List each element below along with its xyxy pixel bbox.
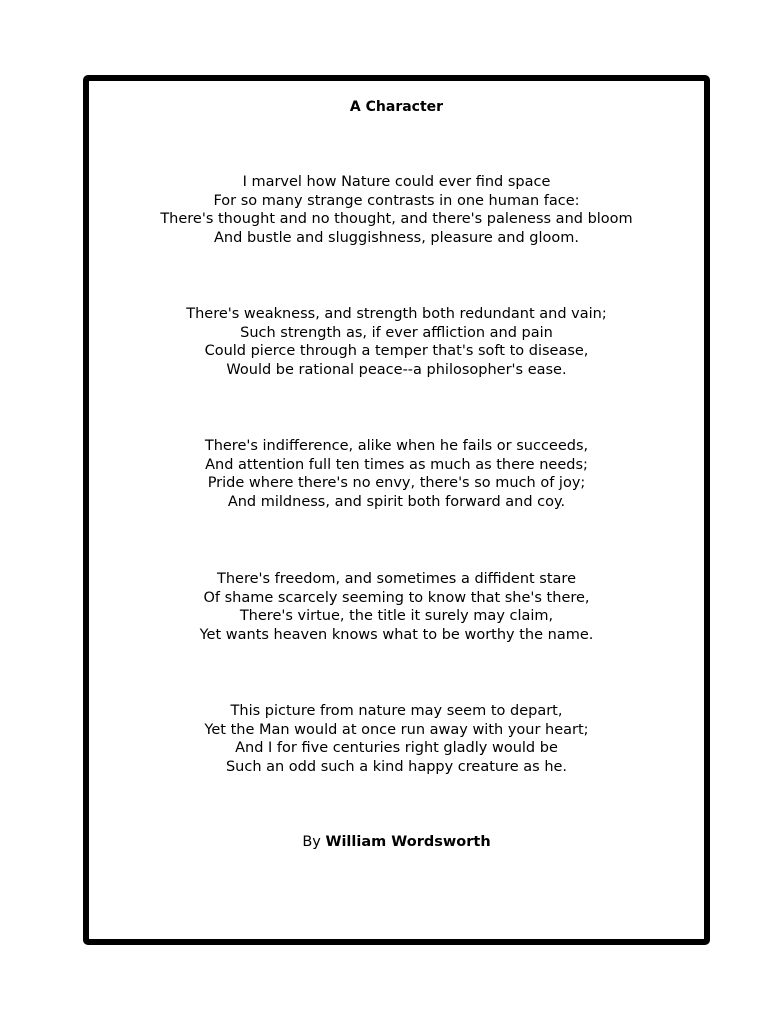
stanza-4: [89, 570, 704, 644]
poem-line: There's virtue, the title it surely may claim,: [239, 608, 554, 625]
poem-line: And attention full ten times as much as there needs;: [205, 456, 588, 473]
stanza-3: [89, 437, 704, 511]
poem-line: I marvel how Nature could ever find space: [242, 174, 551, 190]
poem-line: For so many strange contrasts in one human face:: [213, 192, 580, 209]
stanza-2: [89, 305, 704, 379]
poem-line: Such an odd such a kind happy creature as he.: [225, 758, 568, 775]
poem-line: Yet wants heaven knows what to be worthy the name.: [199, 626, 594, 643]
stanza-1: [89, 173, 704, 247]
poem-line: Yet the Man would at once run away with your heart;: [204, 721, 589, 738]
poem-line: Would be rational peace--a philosopher's ease.: [226, 361, 567, 378]
poem-line: And bustle and sluggishness, pleasure and gloom.: [214, 229, 579, 246]
author-byline: [89, 833, 704, 851]
poem-line: This picture from nature may seem to depart,: [230, 703, 563, 719]
poem-line: There's indifference, alike when he fails or succeeds,: [204, 438, 589, 454]
byline-prefix: By: [302, 834, 321, 850]
poem-line: And mildness, and spirit both forward and coy.: [227, 493, 566, 510]
poem-line: Pride where there's no envy, there's so much of joy;: [207, 475, 586, 492]
poem-line: There's thought and no thought, and there's paleness and bloom: [160, 211, 633, 228]
poem-title: A Character: [349, 99, 444, 115]
poem-line: There's freedom, and sometimes a diffident stare: [216, 571, 577, 587]
poem-line: Could pierce through a temper that's soft to disease,: [204, 343, 589, 360]
page-border-frame: [83, 75, 710, 945]
author-name: William Wordsworth: [325, 834, 491, 850]
poem-line: Of shame scarcely seeming to know that she's there,: [203, 589, 590, 606]
poem-line: And I for five centuries right gladly would be: [235, 740, 558, 757]
poem-line: Such strength as, if ever affliction and pain: [240, 324, 553, 341]
stanza-5: [89, 702, 704, 776]
poem-line: There's weakness, and strength both redundant and vain;: [186, 306, 607, 322]
